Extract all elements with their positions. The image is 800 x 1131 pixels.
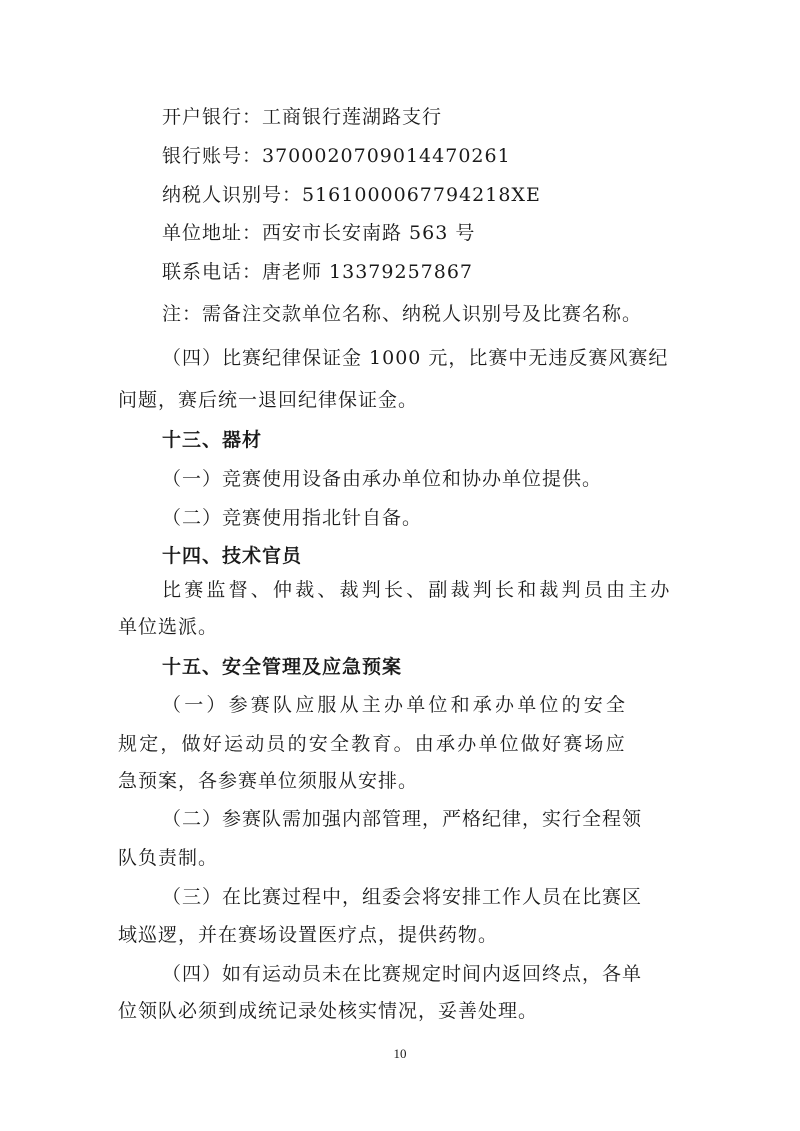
paragraph-line: 问题，赛后统一退回纪律保证金。 bbox=[118, 389, 419, 411]
address-line: 单位地址：西安市长安南路 563 号 bbox=[162, 222, 476, 244]
paragraph-line: 域巡逻，并在赛场设置医疗点，提供药物。 bbox=[118, 924, 499, 946]
section-heading-safety: 十五、安全管理及应急预案 bbox=[162, 656, 403, 678]
section-heading-officials: 十四、技术官员 bbox=[162, 545, 303, 567]
paragraph-line: 单位选派。 bbox=[118, 616, 219, 638]
bank-name-line: 开户银行：工商银行莲湖路支行 bbox=[162, 106, 443, 128]
paragraph-line: （四）如有运动员未在比赛规定时间内返回终点，各单 bbox=[162, 963, 643, 985]
page-number: 10 bbox=[393, 1046, 407, 1061]
section-heading-equipment: 十三、器材 bbox=[162, 429, 263, 451]
taxpayer-id-line: 纳税人识别号：5161000067794218XE bbox=[162, 184, 541, 206]
paragraph-line: （三）在比赛过程中，组委会将安排工作人员在比赛区 bbox=[162, 886, 643, 908]
paragraph-line: 规定，做好运动员的安全教育。由承办单位做好赛场应 bbox=[118, 733, 627, 755]
note-line: 注：需备注交款单位名称、纳税人识别号及比赛名称。 bbox=[162, 303, 643, 325]
paragraph-line: 急预案，各参赛单位须服从安排。 bbox=[118, 770, 419, 792]
paragraph-line: 位领队必须到成统记录处核实情况，妥善处理。 bbox=[118, 1000, 539, 1022]
paragraph-line: 比赛监督、仲裁、裁判长、副裁判长和裁判员由主办 bbox=[162, 579, 673, 601]
paragraph-line: （一）竞赛使用设备由承办单位和协办单位提供。 bbox=[162, 468, 603, 490]
paragraph-line: （二）竞赛使用指北针自备。 bbox=[162, 507, 423, 529]
paragraph-line: （四）比赛纪律保证金 1000 元，比赛中无违反赛风赛纪 bbox=[162, 347, 669, 369]
paragraph-line: （一）参赛队应服从主办单位和承办单位的安全 bbox=[162, 694, 629, 716]
bank-account-line: 银行账号：3700020709014470261 bbox=[162, 145, 511, 167]
contact-line: 联系电话：唐老师 13379257867 bbox=[162, 261, 474, 283]
paragraph-line: （二）参赛队需加强内部管理，严格纪律，实行全程领 bbox=[162, 808, 643, 830]
paragraph-line: 队负责制。 bbox=[118, 847, 219, 869]
